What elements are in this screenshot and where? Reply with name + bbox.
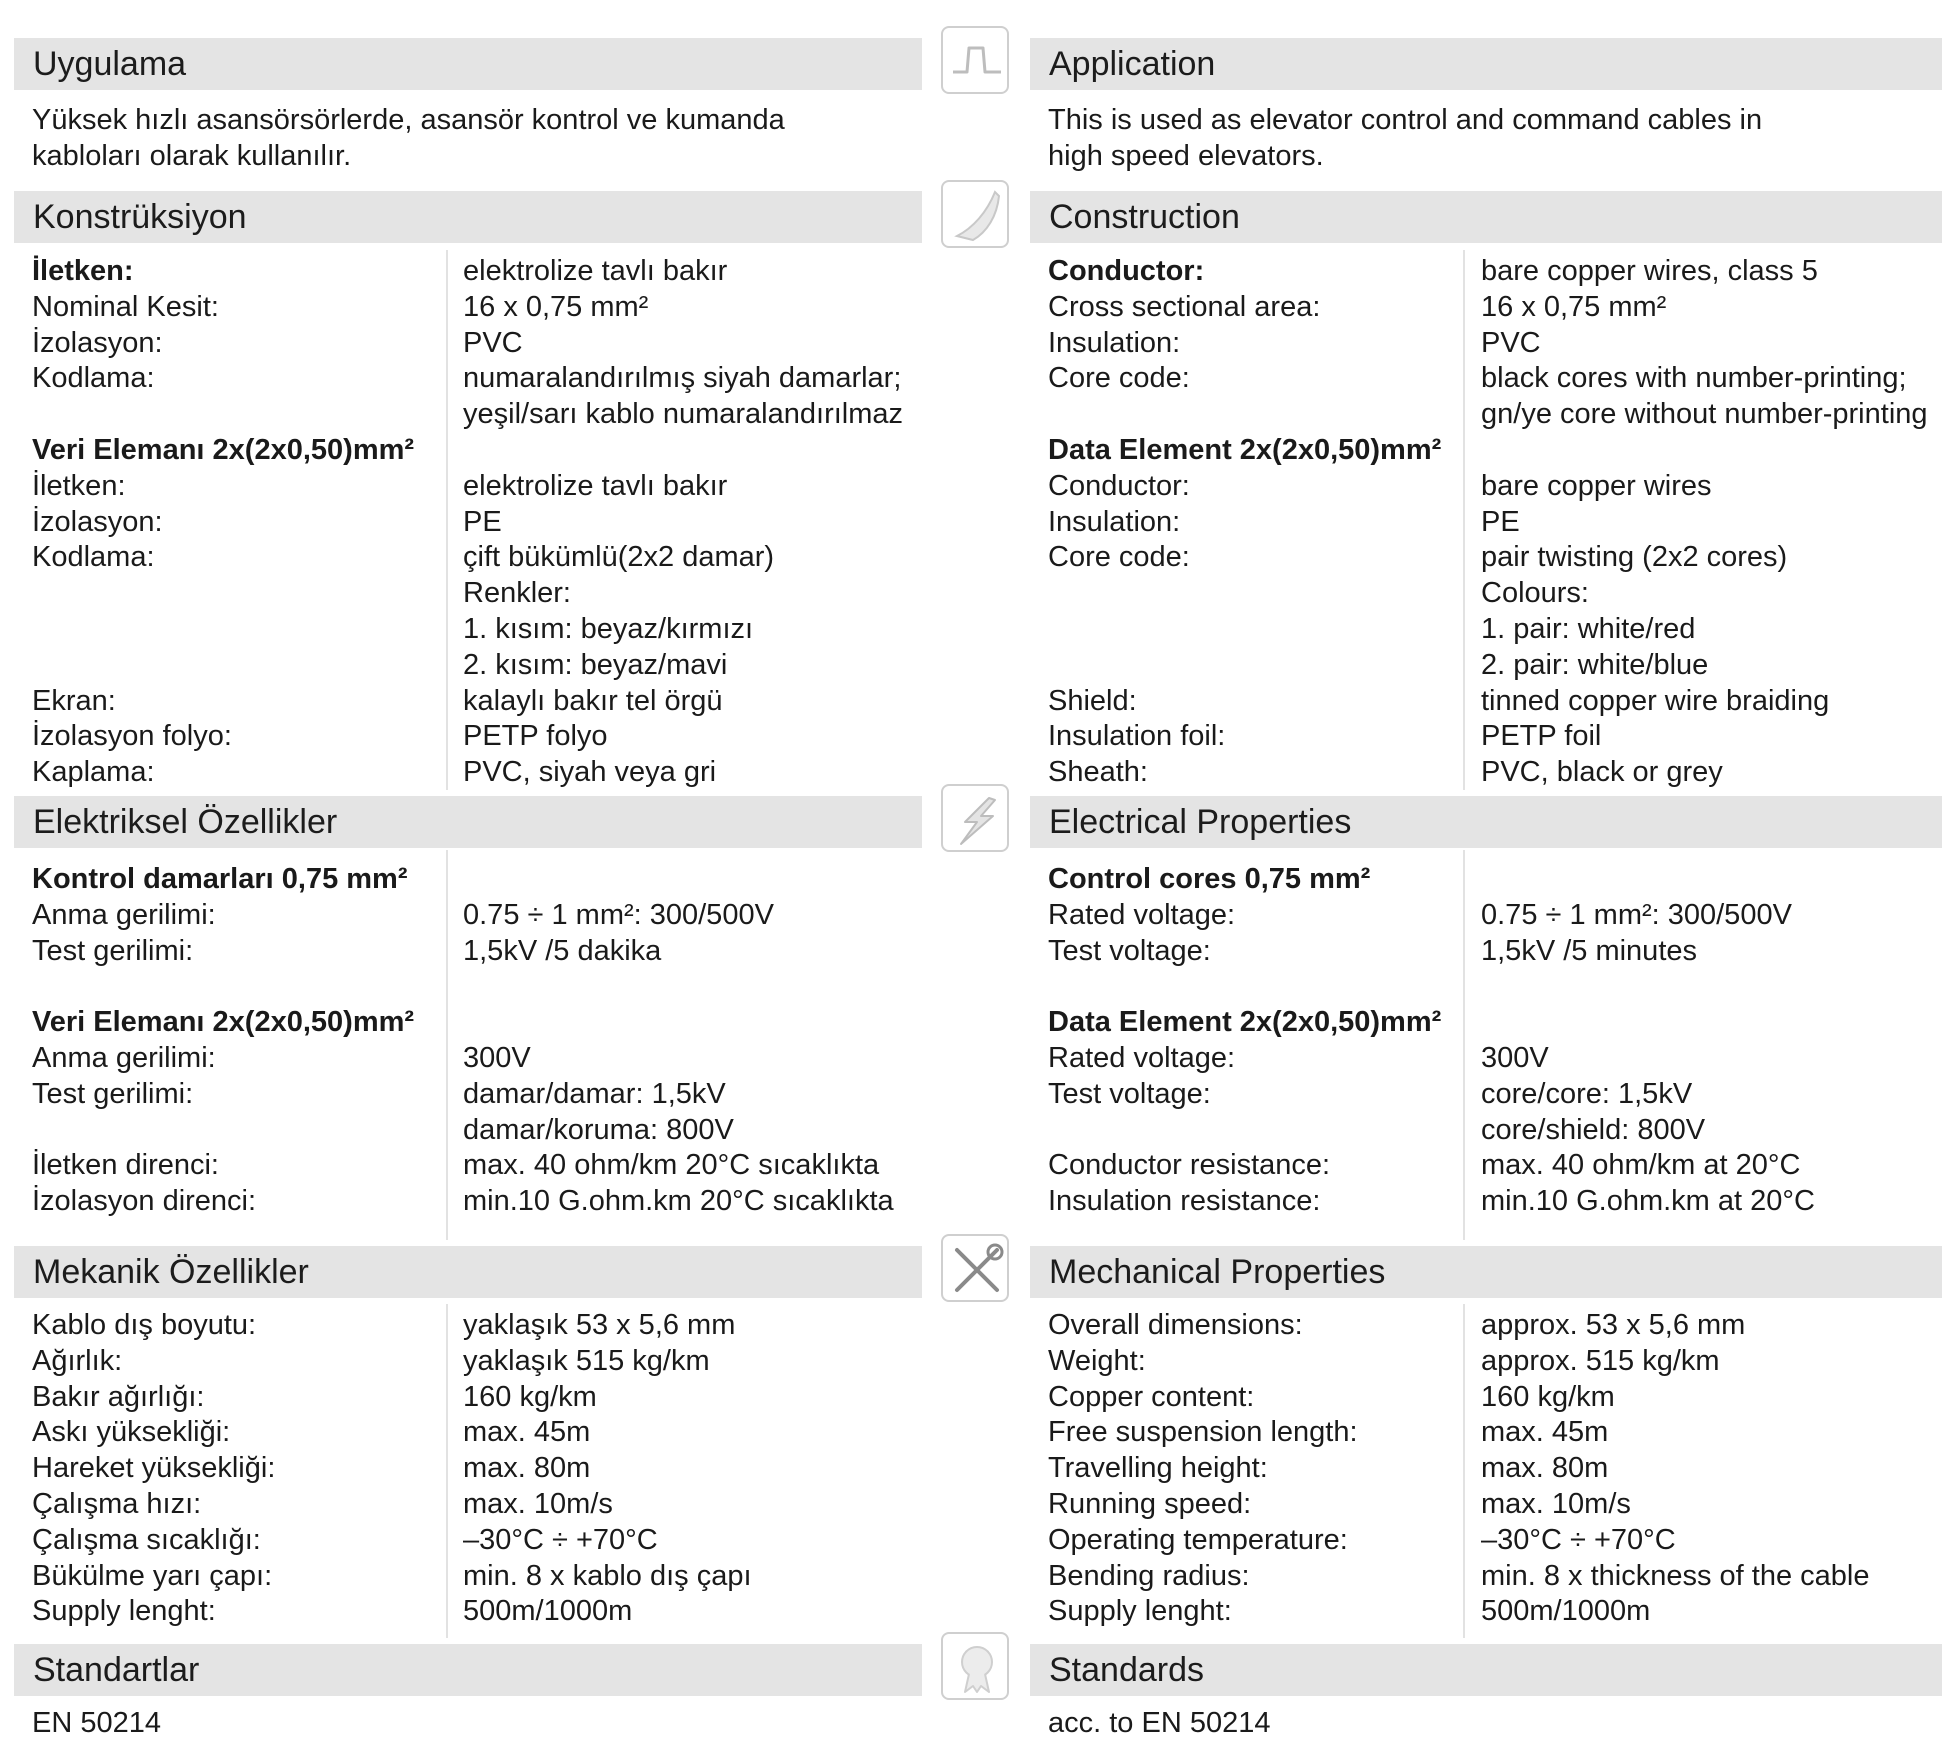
section-title: Uygulama — [33, 45, 187, 83]
spec-label: Kablo dış boyutu: — [32, 1309, 257, 1341]
spec-value: PE — [463, 505, 502, 538]
spec-value: max. 10m/s — [463, 1488, 613, 1520]
spec-value: max. 45m — [463, 1416, 591, 1449]
spec-value: –30°C ÷ +70°C — [463, 1523, 658, 1556]
column-divider — [1463, 850, 1465, 1240]
spec-value: Renkler: — [463, 577, 571, 610]
spec-value: bare copper wires, class 5 — [1481, 255, 1818, 287]
spec-label: Rated voltage: — [1048, 898, 1236, 931]
spec-label: Bükülme yarı çapı: — [32, 1559, 273, 1592]
spec-label: Free suspension length: — [1048, 1416, 1358, 1449]
spec-value: max. 80m — [1481, 1452, 1609, 1485]
spec-value: PVC — [463, 326, 523, 359]
spec-value: bare copper wires — [1481, 469, 1712, 502]
spec-label: Ağırlık: — [32, 1344, 123, 1377]
spec-label: Hareket yüksekliği: — [32, 1452, 276, 1485]
section-header-construction-tr — [14, 191, 922, 243]
spec-value: max. 45m — [1481, 1416, 1609, 1449]
spec-value: min.10 G.ohm.km 20°C sıcaklıkta — [463, 1185, 894, 1218]
spec-value: max. 10m/s — [1481, 1488, 1631, 1520]
spec-label: Rated voltage: — [1048, 1042, 1236, 1074]
spec-label: Insulation resistance: — [1048, 1185, 1321, 1218]
section-title: Mechanical Properties — [1049, 1253, 1386, 1291]
spec-label: Weight: — [1048, 1344, 1146, 1377]
spec-value: min. 8 x thickness of the cable — [1481, 1559, 1870, 1592]
spec-value: elektrolize tavlı bakır — [463, 469, 728, 502]
application-text-en-line-2: high speed elevators. — [1048, 140, 1324, 172]
spec-value: pair twisting (2x2 cores) — [1481, 541, 1788, 574]
spec-value: 0.75 ÷ 1 mm²: 300/500V — [463, 898, 774, 931]
spec-label: Nominal Kesit: — [32, 290, 219, 323]
section-title: Electrical Properties — [1049, 803, 1352, 841]
spec-value: 1,5kV /5 minutes — [1481, 934, 1697, 967]
spec-label: Conductor resistance: — [1048, 1149, 1331, 1182]
section-header-mechanical-tr — [14, 1246, 922, 1298]
spec-label: İletken: — [32, 255, 134, 287]
spec-value: approx. 515 kg/km — [1481, 1344, 1720, 1377]
wrench-screwdriver-icon — [941, 1234, 1009, 1302]
spec-label: Copper content: — [1048, 1380, 1255, 1413]
spec-label: Insulation: — [1048, 505, 1181, 538]
section-title: Construction — [1049, 198, 1240, 236]
spec-value: 160 kg/km — [1481, 1380, 1615, 1413]
spec-label: Operating temperature: — [1048, 1523, 1348, 1556]
spec-value: 1. pair: white/red — [1481, 613, 1696, 645]
spec-value: kalaylı bakır tel örgü — [463, 684, 723, 717]
spec-label: İzolasyon: — [32, 505, 163, 538]
spec-label: Askı yüksekliği: — [32, 1416, 231, 1449]
section-title: Elektriksel Özellikler — [33, 803, 338, 841]
spec-value: 0.75 ÷ 1 mm²: 300/500V — [1481, 898, 1792, 931]
section-header-standards-tr — [14, 1644, 922, 1696]
column-divider — [1463, 250, 1465, 790]
spec-label: Core code: — [1048, 541, 1190, 574]
spec-label: Kodlama: — [32, 362, 155, 395]
spec-label: Sheath: — [1048, 756, 1148, 789]
application-text-tr-line-1: Yüksek hızlı asansörsörlerde, asansör kontrol ve kumanda — [32, 104, 785, 136]
spec-label: Insulation: — [1048, 326, 1181, 359]
section-title: Standartlar — [33, 1651, 200, 1689]
spec-label: Veri Elemanı 2x(2x0,50)mm² — [32, 434, 415, 466]
spec-value: max. 40 ohm/km 20°C sıcaklıkta — [463, 1149, 880, 1182]
spec-value: PVC, black or grey — [1481, 756, 1723, 789]
spec-value: approx. 53 x 5,6 mm — [1481, 1309, 1746, 1341]
spec-value: PETP foil — [1481, 720, 1602, 753]
spec-label: Supply lenght: — [1048, 1595, 1232, 1628]
spec-label: Anma gerilimi: — [32, 898, 216, 931]
spec-value: 2. pair: white/blue — [1481, 648, 1709, 681]
spec-value: max. 40 ohm/km at 20°C — [1481, 1149, 1801, 1182]
section-header-construction-en — [1030, 191, 1942, 243]
spec-label: Kaplama: — [32, 756, 155, 789]
spec-label: Test gerilimi: — [32, 934, 194, 967]
spec-value: damar/koruma: 800V — [463, 1113, 734, 1146]
section-header-electrical-en — [1030, 796, 1942, 848]
spec-value: 16 x 0,75 mm² — [1481, 290, 1667, 323]
spec-value: PETP folyo — [463, 720, 608, 753]
spec-value: 160 kg/km — [463, 1380, 597, 1413]
spec-label: Travelling height: — [1048, 1452, 1268, 1485]
spec-value: 500m/1000m — [463, 1595, 633, 1628]
spec-label: Veri Elemanı 2x(2x0,50)mm² — [32, 1006, 415, 1039]
spec-value: 300V — [463, 1042, 531, 1074]
spec-label: Bending radius: — [1048, 1559, 1250, 1592]
spec-value: 300V — [1481, 1042, 1549, 1074]
spec-value: yeşil/sarı kablo numaralandırılmaz — [463, 398, 904, 431]
section-header-electrical-tr — [14, 796, 922, 848]
spec-label: Anma gerilimi: — [32, 1042, 216, 1074]
spec-value: core/shield: 800V — [1481, 1113, 1706, 1146]
section-header-application-en — [1030, 38, 1942, 90]
spec-value: black cores with number-printing; — [1481, 362, 1907, 395]
spec-label: Conductor: — [1048, 469, 1190, 502]
application-text-tr-line-2: kabloları olarak kullanılır. — [32, 140, 352, 172]
spec-label: Running speed: — [1048, 1488, 1252, 1520]
spec-value: tinned copper wire braiding — [1481, 684, 1830, 717]
section-title: Mekanik Özellikler — [33, 1253, 309, 1291]
spec-value: min. 8 x kablo dış çapı — [463, 1559, 752, 1592]
spec-label: Test gerilimi: — [32, 1077, 194, 1110]
spec-label: İletken: — [32, 469, 126, 502]
spec-label: Shield: — [1048, 684, 1137, 717]
section-title: Application — [1049, 45, 1216, 83]
spec-value: 1. kısım: beyaz/kırmızı — [463, 613, 754, 645]
spec-label: Kodlama: — [32, 541, 155, 574]
spec-label: Cross sectional area: — [1048, 290, 1321, 323]
signal-waveform-icon — [941, 26, 1009, 94]
spec-value: gn/ye core without number-printing — [1481, 398, 1928, 431]
spec-label: Bakır ağırlığı: — [32, 1380, 205, 1413]
spec-value: min.10 G.ohm.km at 20°C — [1481, 1185, 1815, 1218]
spec-label: Supply lenght: — [32, 1595, 216, 1628]
spec-label: Control cores 0,75 mm² — [1048, 863, 1371, 895]
section-header-application-tr — [14, 38, 922, 90]
spec-label: Insulation foil: — [1048, 720, 1226, 753]
spec-value: PE — [1481, 505, 1520, 538]
standards-text-en: acc. to EN 50214 — [1048, 1707, 1271, 1739]
spec-value: yaklaşık 515 kg/km — [463, 1344, 710, 1377]
spec-label: Çalışma sıcaklığı: — [32, 1523, 261, 1556]
spec-value: core/core: 1,5kV — [1481, 1077, 1693, 1110]
spec-label: İzolasyon folyo: — [32, 720, 232, 753]
lightning-bolt-icon — [941, 784, 1009, 852]
spec-label: Overall dimensions: — [1048, 1309, 1303, 1341]
section-header-standards-en — [1030, 1644, 1942, 1696]
spec-value: –30°C ÷ +70°C — [1481, 1523, 1676, 1556]
spec-label: Core code: — [1048, 362, 1190, 395]
standards-text-tr: EN 50214 — [32, 1707, 161, 1739]
cable-sheet-icon — [941, 180, 1009, 248]
spec-value: çift bükümlü(2x2 damar) — [463, 541, 775, 574]
application-text-en-line-1: This is used as elevator control and command cables in — [1048, 104, 1763, 136]
spec-value: PVC, siyah veya gri — [463, 756, 717, 789]
spec-value: 16 x 0,75 mm² — [463, 290, 649, 323]
spec-label: Kontrol damarları 0,75 mm² — [32, 863, 408, 895]
column-divider — [1463, 1304, 1465, 1638]
certificate-seal-icon — [941, 1632, 1009, 1700]
spec-value: numaralandırılmış siyah damarlar; — [463, 362, 902, 395]
spec-label: Data Element 2x(2x0,50)mm² — [1048, 1006, 1442, 1039]
spec-label: Test voltage: — [1048, 934, 1211, 967]
spec-value: 500m/1000m — [1481, 1595, 1651, 1628]
spec-value: elektrolize tavlı bakır — [463, 255, 728, 287]
spec-value: PVC — [1481, 326, 1541, 359]
spec-value: max. 80m — [463, 1452, 591, 1485]
column-divider — [446, 850, 448, 1240]
spec-label: Ekran: — [32, 684, 116, 717]
section-title: Standards — [1049, 1651, 1204, 1689]
spec-value: 1,5kV /5 dakika — [463, 934, 662, 967]
spec-label: İzolasyon direnci: — [32, 1185, 257, 1218]
section-title: Konstrüksiyon — [33, 198, 247, 236]
spec-label: İzolasyon: — [32, 326, 163, 359]
spec-value: yaklaşık 53 x 5,6 mm — [463, 1309, 736, 1341]
spec-label: Data Element 2x(2x0,50)mm² — [1048, 434, 1442, 466]
spec-label: Çalışma hızı: — [32, 1488, 202, 1520]
spec-value: damar/damar: 1,5kV — [463, 1077, 726, 1110]
section-header-mechanical-en — [1030, 1246, 1942, 1298]
spec-label: Conductor: — [1048, 255, 1205, 287]
spec-value: 2. kısım: beyaz/mavi — [463, 648, 728, 681]
spec-value: Colours: — [1481, 577, 1589, 610]
spec-label: Test voltage: — [1048, 1077, 1211, 1110]
column-divider — [446, 250, 448, 790]
column-divider — [446, 1304, 448, 1638]
spec-label: İletken direnci: — [32, 1149, 219, 1182]
